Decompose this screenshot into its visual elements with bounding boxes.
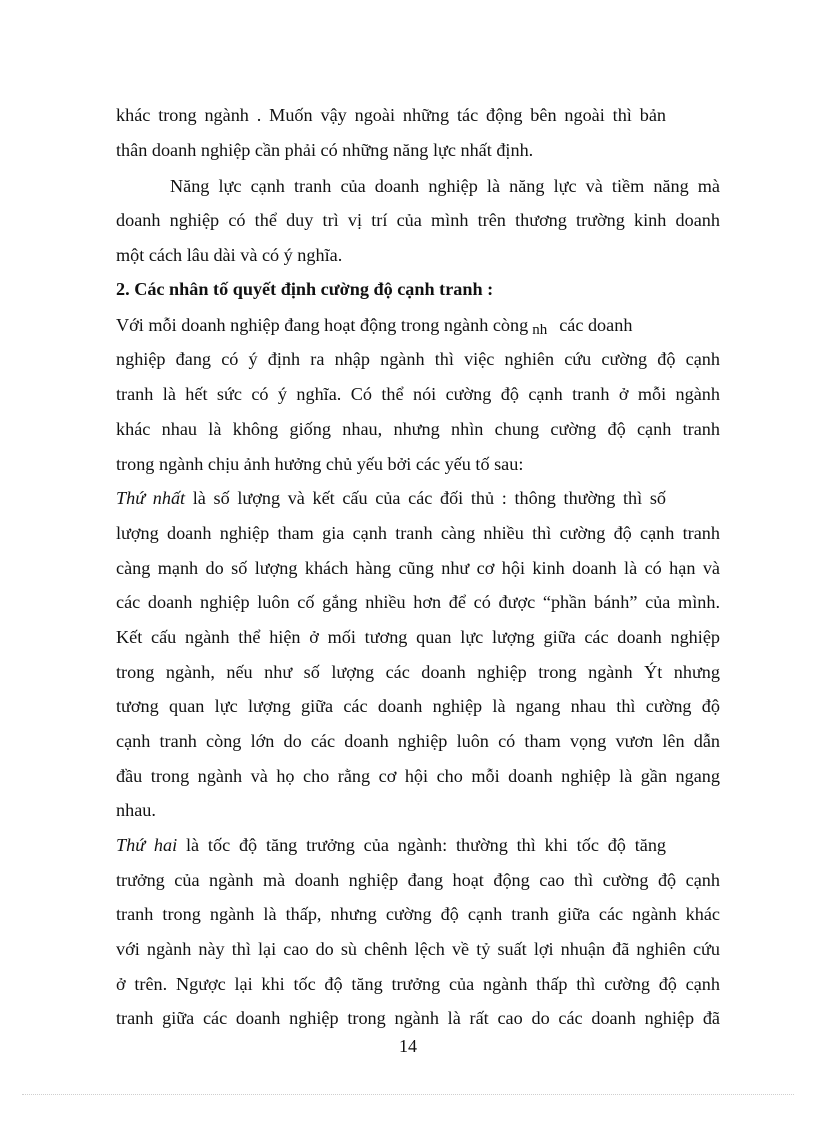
text-line: lượng doanh nghiệp tham gia cạnh tranh càng nhiều thì cường độ cạnh tranh <box>116 523 720 543</box>
text-segment: Với mỗi doanh nghiệp đang hoạt động trong ngành còng <box>116 315 529 335</box>
text-line: tranh giữa các doanh nghiệp trong ngành là rất cao do các doanh nghiệp đã <box>116 1008 720 1028</box>
page-number: 14 <box>399 1036 417 1056</box>
text-line: khác trong ngành . Muốn vậy ngoài những tác động bên ngoài thì bản <box>116 105 666 125</box>
bottom-divider <box>22 1094 794 1095</box>
italic-term: Thứ hai <box>116 835 178 855</box>
text-line: đầu trong ngành và họ cho rằng cơ hội cho mỗi doanh nghiệp là gần ngang <box>116 766 720 786</box>
text-line: thân doanh nghiệp cần phải có những năng lực nhất định. <box>116 140 534 160</box>
text-segment: nh <box>532 322 548 338</box>
text-line <box>116 486 666 510</box>
text-line: Năng lực cạnh tranh của doanh nghiệp là năng lực và tiềm năng mà <box>170 176 720 196</box>
text-line <box>116 833 666 857</box>
text-line: trong ngành chịu ảnh hưởng chủ yếu bởi các yếu tố sau: <box>116 454 524 474</box>
text-line: nhau. <box>116 800 156 820</box>
text-line: doanh nghiệp có thể duy trì vị trí của mình trên thương trường kinh doanh <box>116 210 720 230</box>
section-heading: 2. Các nhân tố quyết định cường độ cạnh tranh : <box>116 279 494 299</box>
text-line: trưởng của ngành mà doanh nghiệp đang hoạt động cao thì cường độ cạnh <box>116 870 720 890</box>
text-line: ở trên. Ngược lại khi tốc độ tăng trưởng của ngành thấp thì cường độ cạnh <box>116 974 720 994</box>
text-line <box>116 313 632 342</box>
text-line: trong ngành, nếu như số lượng các doanh nghiệp trong ngành Ýt nhưng <box>116 662 720 682</box>
text-line: các doanh nghiệp luôn cố gắng nhiều hơn để có được “phần bánh” của mình. <box>116 592 720 612</box>
text-line: với ngành này thì lại cao do sù chênh lệch về tỷ suất lợi nhuận đã nghiên cứu <box>116 939 720 959</box>
text-line: khác nhau là không giống nhau, nhưng nhìn chung cường độ cạnh tranh <box>116 419 720 439</box>
text-line: nghiệp đang có ý định ra nhập ngành thì việc nghiên cứu cường độ cạnh <box>116 349 720 369</box>
italic-term: Thứ nhất <box>116 488 186 508</box>
text-segment: các doanh <box>559 315 633 335</box>
text-line: cạnh tranh còng lớn do các doanh nghiệp luôn có tham vọng vươn lên dẫn <box>116 731 720 751</box>
text-line: một cách lâu dài và có ý nghĩa. <box>116 245 343 265</box>
text-line: tranh là hết sức có ý nghĩa. Có thể nói cường độ cạnh tranh ở mỗi ngành <box>116 384 720 404</box>
text-line: Kết cấu ngành thể hiện ở mối tương quan lực lượng giữa các doanh nghiệp <box>116 627 720 647</box>
text-line: tranh trong ngành là thấp, nhưng cường độ cạnh tranh giữa các ngành khác <box>116 904 720 924</box>
text-segment: là tốc độ tăng trưởng của ngành: thường thì khi tốc độ tăng <box>177 835 667 855</box>
text-segment: là số lượng và kết cấu của các đối thủ : thông thường thì số <box>185 488 666 508</box>
text-line: càng mạnh do số lượng khách hàng cũng như cơ hội kinh doanh là có hạn và <box>116 558 720 578</box>
text-line: tương quan lực lượng giữa các doanh nghiệp là ngang nhau thì cường độ <box>116 696 720 716</box>
